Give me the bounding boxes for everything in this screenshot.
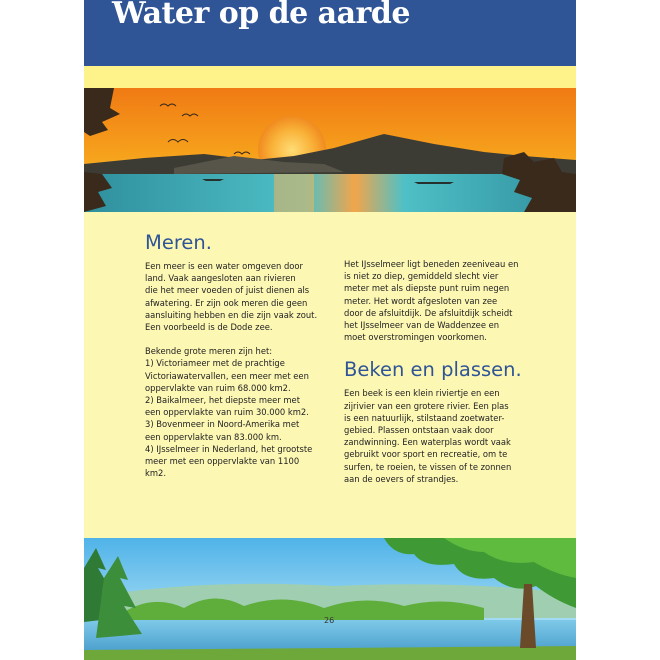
paragraph-bekende-meren: Bekende grote meren zijn het: 1) Victoriameer met de prachtige Victoriawatervallen, een meer met een oppervlakte van ruim 68.000 km2. 2) Baikalmeer, het diepste meer met een oppervlakte van ruim 30.000 km2. 3) Bovenmeer in Noord-Amerika met een oppervlakte van 83.000 km. 4) IJsselmeer in Nederland, het grootste meer met een oppervlakte van 1100 km2. xyxy=(145,346,313,479)
paragraph-ijsselmeer: Het IJsselmeer ligt beneden zeeniveau en is niet zo diep, gemiddeld slecht vier meter met als diepste punt ruim negen meter. Het wordt afgesloten van zee door de afsluitdijk. De afsluitdijk scheidt het IJsselmeer van de Waddenzee en moet overstromingen voorkomen. xyxy=(344,259,519,343)
paragraph-meer-definitie: Een meer is een water omgeven door land. Vaak aangesloten aan rivieren die het meer voeden of juist dienen als afwatering. Er zijn ook meren die geen aansluiting hebben en die zijn vaak zout. Een voorbeeld is de Dode zee. xyxy=(145,261,318,333)
heading-meren: Meren. xyxy=(145,231,212,254)
left-column xyxy=(145,230,325,479)
header-banner xyxy=(84,0,576,66)
sunset-lake-illustration xyxy=(84,88,576,212)
document-page xyxy=(84,0,576,660)
heading-beken-en-plassen: Beken en plassen. xyxy=(344,358,522,382)
right-column xyxy=(344,258,522,485)
forest-lake-illustration xyxy=(84,538,576,660)
yellow-band xyxy=(84,66,576,88)
page-title: Water op de aarde xyxy=(112,0,410,31)
page-number: 26 xyxy=(324,616,335,625)
paragraph-beken-plassen: Een beek is een klein riviertje en een zijrivier van een grotere rivier. Een plas is een natuurlijk, stilstaand zoetwater- gebied. Plassen ontstaan vaak door zandwinning. Een waterplas wordt vaak gebruikt voor sport en recreatie, om te surfen, te roeien, te vissen of te zonnen aan de oevers of strandjes. xyxy=(344,388,512,484)
